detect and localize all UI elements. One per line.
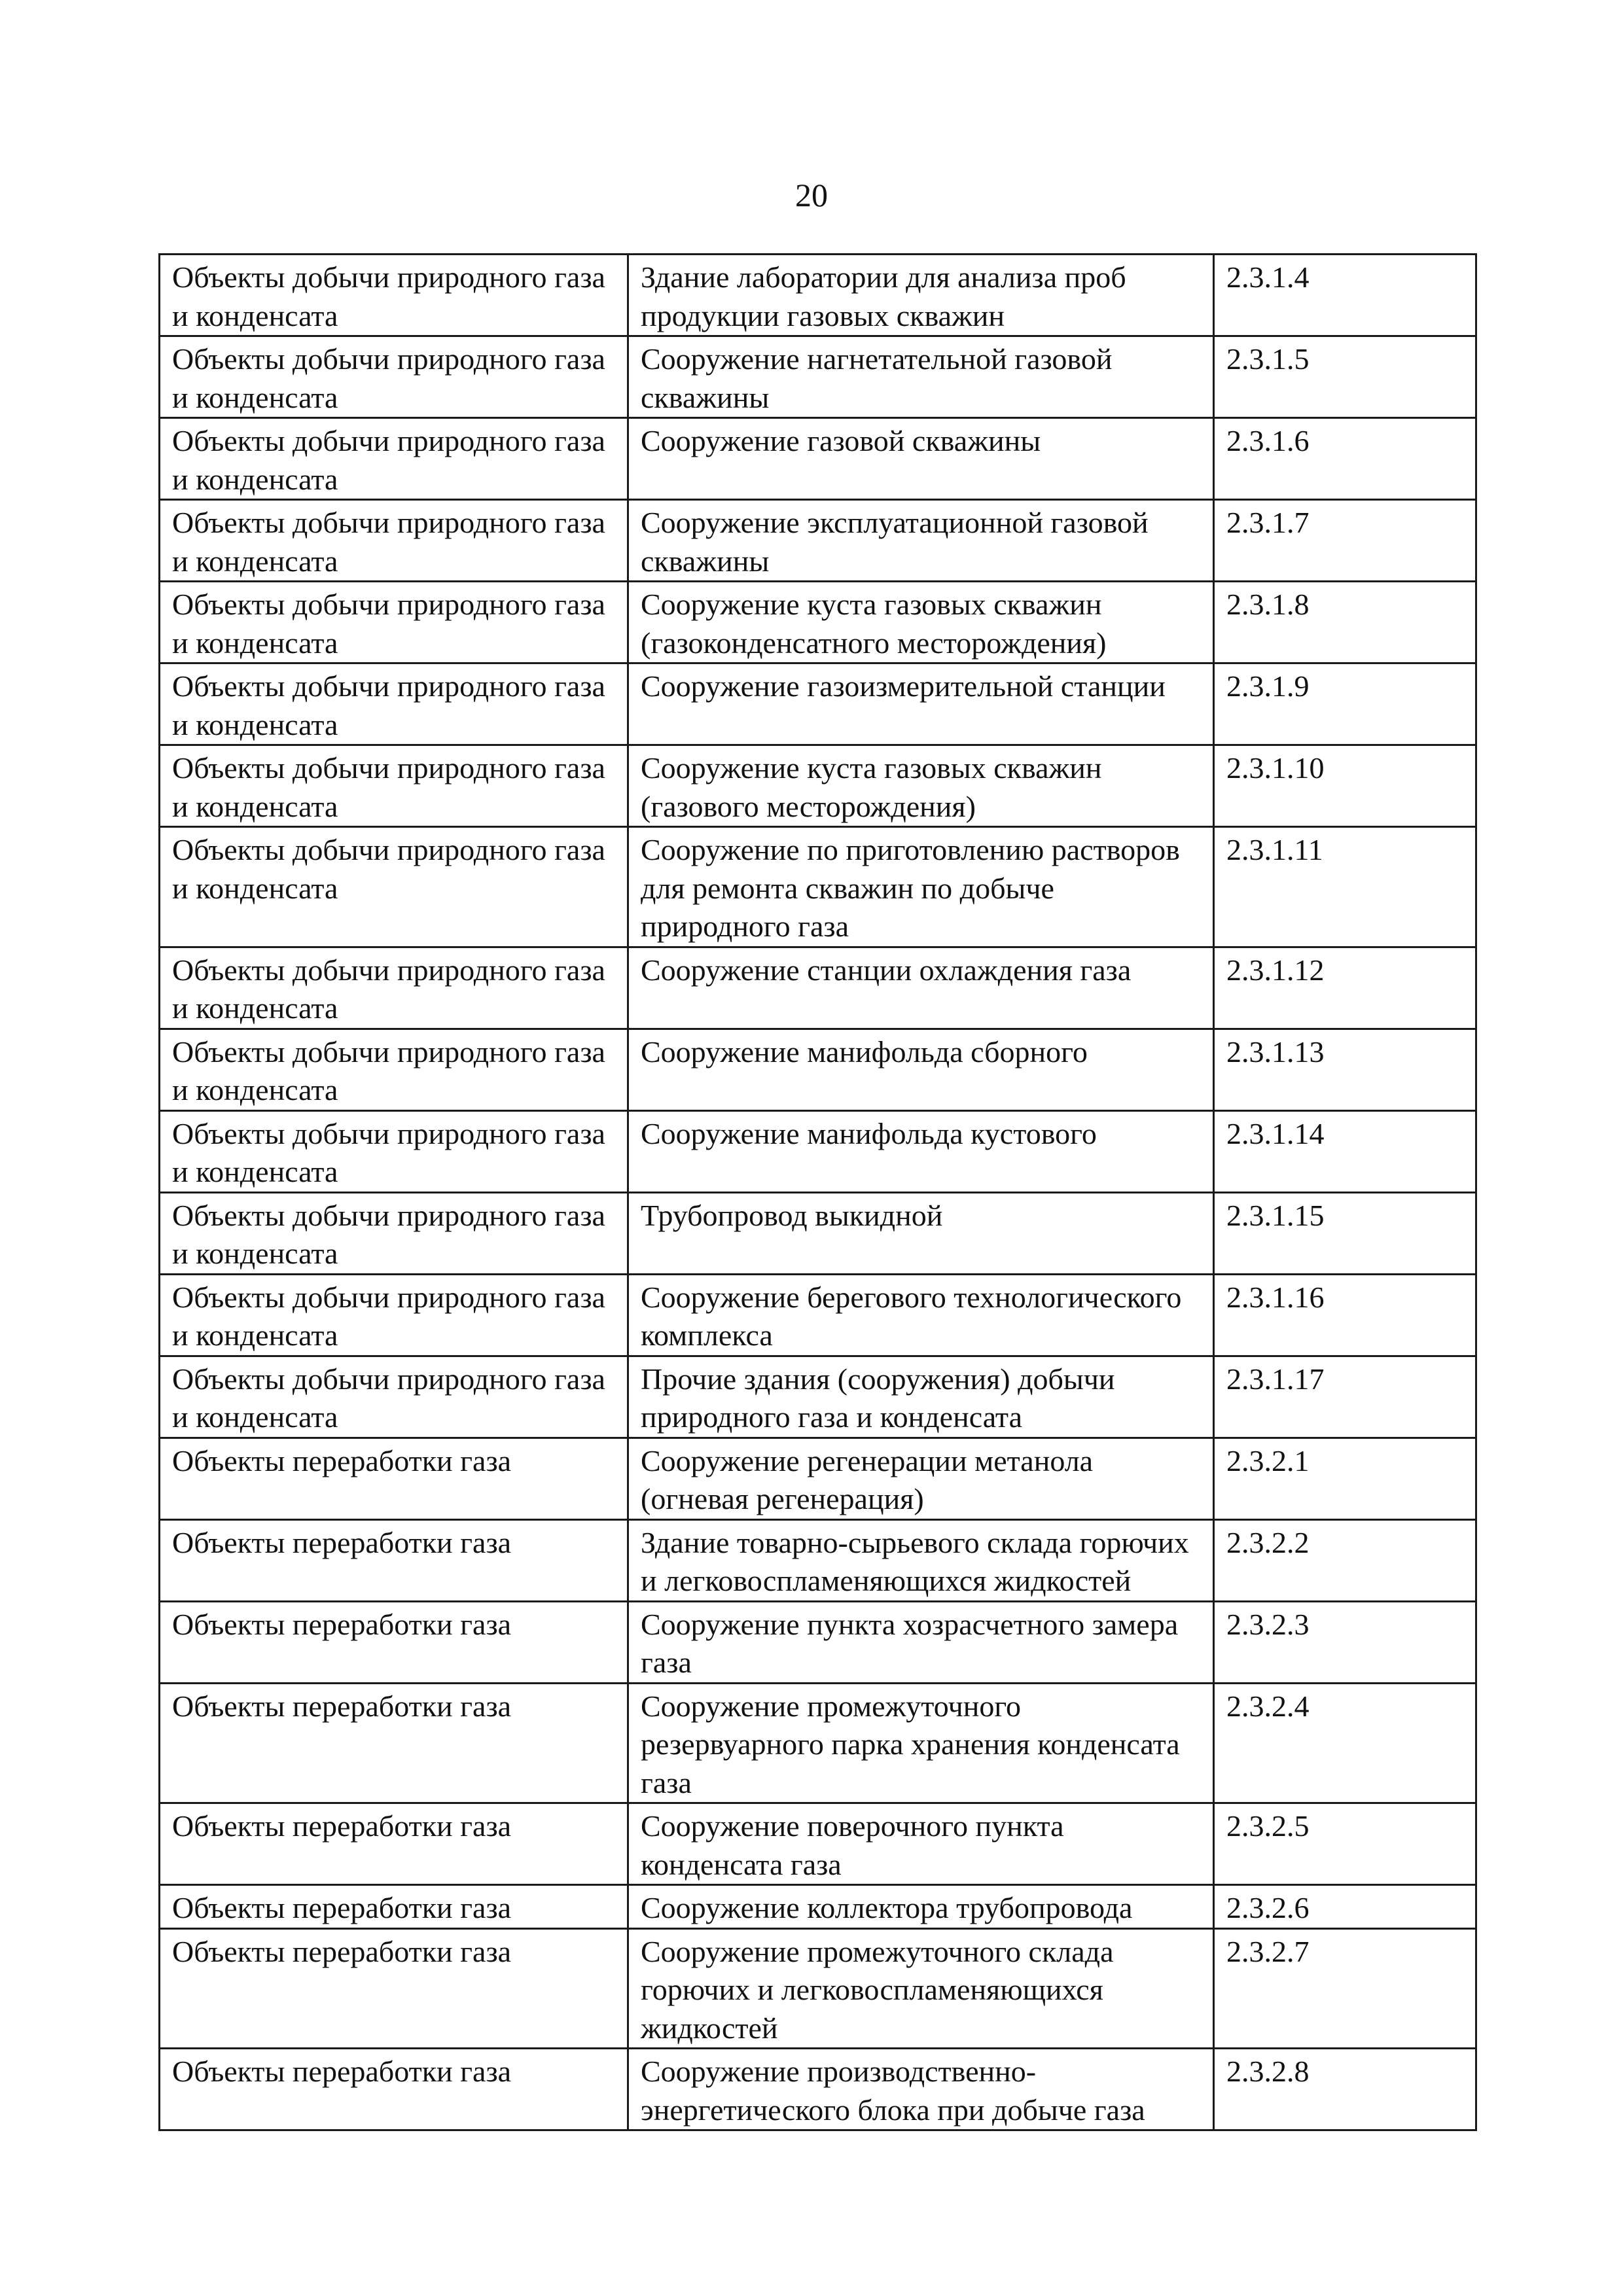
code-cell: 2.3.1.11 <box>1214 827 1476 947</box>
category-cell: Объекты переработки газа <box>160 1438 628 1519</box>
category-cell: Объекты добычи природного газа и конденсата <box>160 500 628 582</box>
code-cell: 2.3.1.12 <box>1214 947 1476 1029</box>
category-cell: Объекты переработки газа <box>160 1928 628 2049</box>
table-row <box>160 255 1476 336</box>
category-cell: Объекты добычи природного газа и конденсата <box>160 1110 628 1192</box>
table-row <box>160 1356 1476 1438</box>
object-name-cell: Сооружение газоизмерительной станции <box>628 663 1214 745</box>
code-cell: 2.3.2.8 <box>1214 2049 1476 2130</box>
table-row <box>160 1928 1476 2049</box>
table-row <box>160 1885 1476 1929</box>
object-name-cell: Сооружение коллектора трубопровода <box>628 1885 1214 1929</box>
category-cell: Объекты переработки газа <box>160 1519 628 1601</box>
table-row <box>160 1029 1476 1110</box>
object-name-cell: Сооружение пункта хозрасчетного замера газа <box>628 1601 1214 1683</box>
category-cell: Объекты добычи природного газа и конденсата <box>160 255 628 336</box>
objects-table <box>158 253 1477 2131</box>
object-name-cell: Сооружение нагнетательной газовой скважины <box>628 336 1214 418</box>
table-row <box>160 1683 1476 1803</box>
category-cell: Объекты добычи природного газа и конденсата <box>160 1192 628 1274</box>
object-name-cell: Сооружение промежуточного склада горючих и легковоспламеняющихся жидкостей <box>628 1928 1214 2049</box>
category-cell: Объекты добычи природного газа и конденсата <box>160 336 628 418</box>
code-cell: 2.3.2.3 <box>1214 1601 1476 1683</box>
code-cell: 2.3.1.10 <box>1214 745 1476 827</box>
code-cell: 2.3.2.2 <box>1214 1519 1476 1601</box>
object-name-cell: Сооружение производственно-энергетического блока при добыче газа <box>628 2049 1214 2130</box>
code-cell: 2.3.1.7 <box>1214 500 1476 582</box>
category-cell: Объекты добычи природного газа и конденсата <box>160 827 628 947</box>
object-name-cell: Сооружение куста газовых скважин (газового месторождения) <box>628 745 1214 827</box>
table-row <box>160 1519 1476 1601</box>
table-row <box>160 418 1476 500</box>
code-cell: 2.3.2.4 <box>1214 1683 1476 1803</box>
object-name-cell: Сооружение поверочного пункта конденсата газа <box>628 1803 1214 1885</box>
code-cell: 2.3.1.8 <box>1214 582 1476 663</box>
category-cell: Объекты переработки газа <box>160 1803 628 1885</box>
code-cell: 2.3.1.17 <box>1214 1356 1476 1438</box>
category-cell: Объекты переработки газа <box>160 2049 628 2130</box>
code-cell: 2.3.2.6 <box>1214 1885 1476 1929</box>
category-cell: Объекты добычи природного газа и конденсата <box>160 947 628 1029</box>
code-cell: 2.3.1.16 <box>1214 1274 1476 1356</box>
code-cell: 2.3.1.14 <box>1214 1110 1476 1192</box>
code-cell: 2.3.2.7 <box>1214 1928 1476 2049</box>
table-row <box>160 1110 1476 1192</box>
code-cell: 2.3.1.4 <box>1214 255 1476 336</box>
table-body <box>160 255 1476 2130</box>
category-cell: Объекты добычи природного газа и конденсата <box>160 418 628 500</box>
category-cell: Объекты переработки газа <box>160 1885 628 1929</box>
code-cell: 2.3.1.15 <box>1214 1192 1476 1274</box>
object-name-cell: Сооружение эксплуатационной газовой скважины <box>628 500 1214 582</box>
object-name-cell: Здание товарно-сырьевого склада горючих и легковоспламеняющихся жидкостей <box>628 1519 1214 1601</box>
code-cell: 2.3.1.5 <box>1214 336 1476 418</box>
object-name-cell: Сооружение берегового технологического комплекса <box>628 1274 1214 1356</box>
object-name-cell: Прочие здания (сооружения) добычи природного газа и конденсата <box>628 1356 1214 1438</box>
table-row <box>160 1274 1476 1356</box>
object-name-cell: Сооружение куста газовых скважин (газоконденсатного месторождения) <box>628 582 1214 663</box>
object-name-cell: Сооружение манифольда кустового <box>628 1110 1214 1192</box>
code-cell: 2.3.1.6 <box>1214 418 1476 500</box>
category-cell: Объекты переработки газа <box>160 1601 628 1683</box>
object-name-cell: Сооружение по приготовлению растворов для ремонта скважин по добыче природного газа <box>628 827 1214 947</box>
table-row <box>160 500 1476 582</box>
category-cell: Объекты добычи природного газа и конденсата <box>160 745 628 827</box>
table-row <box>160 947 1476 1029</box>
page-number: 20 <box>795 177 828 213</box>
code-cell: 2.3.2.1 <box>1214 1438 1476 1519</box>
table-row <box>160 1438 1476 1519</box>
category-cell: Объекты добычи природного газа и конденсата <box>160 582 628 663</box>
object-name-cell: Трубопровод выкидной <box>628 1192 1214 1274</box>
table-row <box>160 1601 1476 1683</box>
object-name-cell: Сооружение газовой скважины <box>628 418 1214 500</box>
category-cell: Объекты добычи природного газа и конденсата <box>160 1029 628 1110</box>
category-cell: Объекты добычи природного газа и конденсата <box>160 1356 628 1438</box>
category-cell: Объекты добычи природного газа и конденсата <box>160 1274 628 1356</box>
object-name-cell: Здание лаборатории для анализа проб продукции газовых скважин <box>628 255 1214 336</box>
table-row <box>160 745 1476 827</box>
object-name-cell: Сооружение станции охлаждения газа <box>628 947 1214 1029</box>
table-row <box>160 827 1476 947</box>
table-row <box>160 336 1476 418</box>
category-cell: Объекты добычи природного газа и конденсата <box>160 663 628 745</box>
code-cell: 2.3.1.13 <box>1214 1029 1476 1110</box>
table-row <box>160 663 1476 745</box>
object-name-cell: Сооружение промежуточного резервуарного парка хранения конденсата газа <box>628 1683 1214 1803</box>
code-cell: 2.3.2.5 <box>1214 1803 1476 1885</box>
table-row <box>160 1803 1476 1885</box>
code-cell: 2.3.1.9 <box>1214 663 1476 745</box>
object-name-cell: Сооружение регенерации метанола (огневая регенерация) <box>628 1438 1214 1519</box>
object-name-cell: Сооружение манифольда сборного <box>628 1029 1214 1110</box>
table-row <box>160 1192 1476 1274</box>
table-row <box>160 582 1476 663</box>
category-cell: Объекты переработки газа <box>160 1683 628 1803</box>
table-row <box>160 2049 1476 2130</box>
